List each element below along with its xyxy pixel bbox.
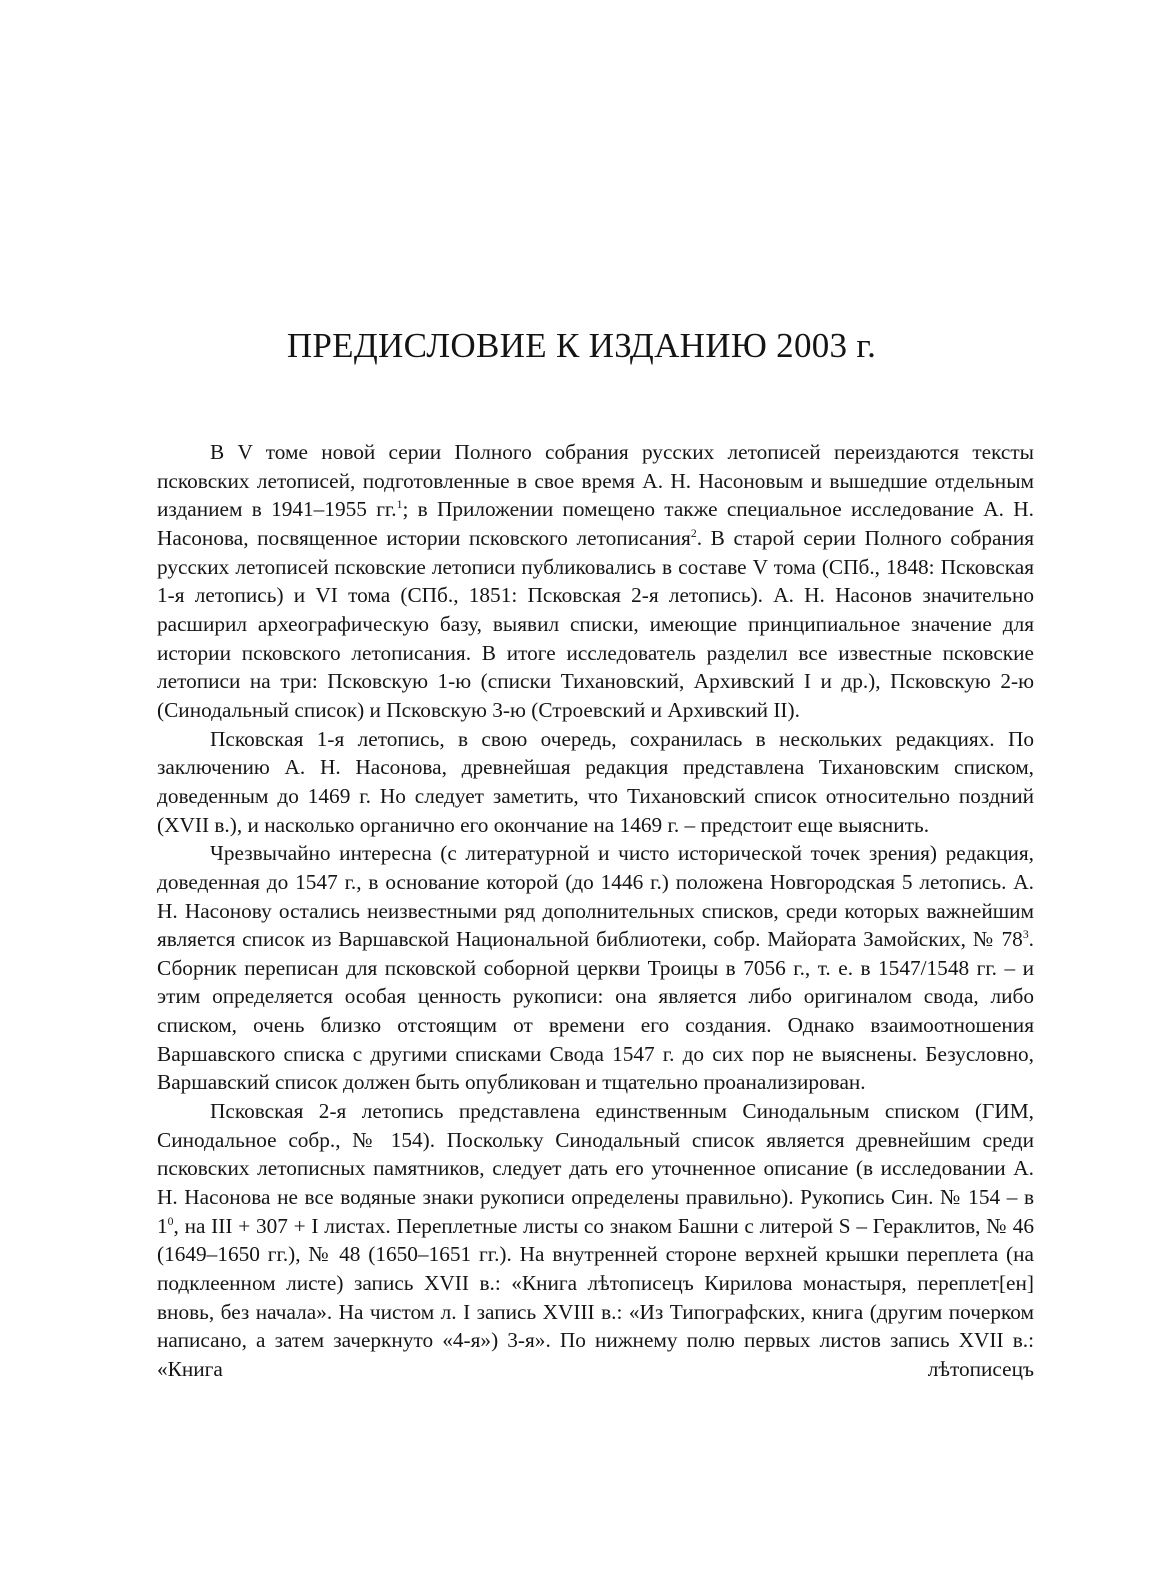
footnote-marker: 1 [396, 498, 403, 512]
paragraph [157, 839, 1034, 1097]
paragraph [157, 1097, 1034, 1384]
footnote-marker: 0 [167, 1214, 174, 1228]
paragraph [157, 725, 1034, 840]
paragraph-text: Псковская 2-я летопись представлена единственным Синодальным списком (ГИМ, Синодальное собр., № 154). Поскольку Синодальный список является древнейшим среди псковских летописных памятников, следует дать его уточненное описание (в исследовании А. Н. Насонова не все водяные знаки рукописи определены правильно). Рукопись Син. № 154 – в 1 [157, 1099, 1034, 1238]
paragraph-text: . Сборник переписан для псковской соборной церкви Троицы в 7056 г., т. е. в 1547/1548 гг. – и этим определяется особая ценность рукописи: она является либо оригиналом свода, либо списком, очень близко отстоящим от времени его создания. Однако взаимоотношения Варшавского списка с другими списками Свода 1547 г. до сих пор не выяснены. Безусловно, Варшавский список должен быть опубликован и тщательно проанализирован. [157, 927, 1034, 1095]
paragraph-text: , на III + 307 + I листах. Переплетные листы со знаком Башни с литерой S – Гераклитов, № 46 (1649–1650 гг.), № 48 (1650–1651 гг.). На внутренней стороне верхней крышки переплета (на подклеенном листе) запись XVII в.: «Книга лѣтописецъ Кирилова монастыря, переплет[ен] вновь, без начала». На чистом л. I запись XVIII в.: «Из Типографских, книга (другим почерком написано, а затем зачеркнуто «4-я») 3-я». По нижнему полю первых листов запись XVII в.: «Книга лѣтописецъ [157, 1213, 1034, 1381]
body-text [157, 438, 1034, 1384]
page-title: ПРЕДИСЛОВИЕ К ИЗДАНИЮ 2003 г. [286, 326, 877, 365]
footnote-marker: 3 [1022, 927, 1029, 941]
footnote-marker: 2 [690, 526, 697, 540]
paragraph-text: Псковская 1-я летопись, в свою очередь, сохранилась в нескольких редакциях. По заключению А. Н. Насонова, древнейшая редакция представлена Тихановским списком, доведенным до 1469 г. Но следует заметить, что Тихановский список относительно поздний (XVII в.), и насколько органично его окончание на 1469 г. – предстоит еще выяснить. [157, 726, 1034, 837]
paragraph-text: ; в Приложении помещено также специальное исследование А. Н. Насонова, посвященное истории псковского летописания [157, 497, 1034, 550]
paragraph-text: . В старой серии Полного собрания русских летописей псковские летописи публиковались в составе V тома (СПб., 1848: Псковская 1-я летопись) и VI тома (СПб., 1851: Псковская 2-я летопись). А. Н. Насонов значительно расширил археографическую базу, выявил списки, имеющие принципиальное значение для истории псковского летописания. В итоге исследователь разделил все известные псковские летописи на три: Псковскую 1-ю (списки Тихановский, Архивский I и др.), Псковскую 2-ю (Синодальный список) и Псковскую 3-ю (Строевский и Архивский II). [157, 525, 1035, 722]
paragraph [157, 438, 1034, 725]
paragraph-text: В V томе новой серии Полного собрания русских летописей переиздаются тексты псковских летописей, подготовленные в свое время А. Н. Насоновым и вышедшие отдельным изданием в 1941–1955 гг. [157, 440, 1034, 522]
paragraph-text: Чрезвычайно интересна (с литературной и чисто исторической точек зрения) редакция, доведенная до 1547 г., в основание которой (до 1446 г.) положена Новгородская 5 летопись. А. Н. Насонову остались неизвестными ряд дополнительных списков, среди которых важнейшим является список из Варшавской Национальной библиотеки, собр. Майората Замойских, № 78 [157, 841, 1034, 952]
